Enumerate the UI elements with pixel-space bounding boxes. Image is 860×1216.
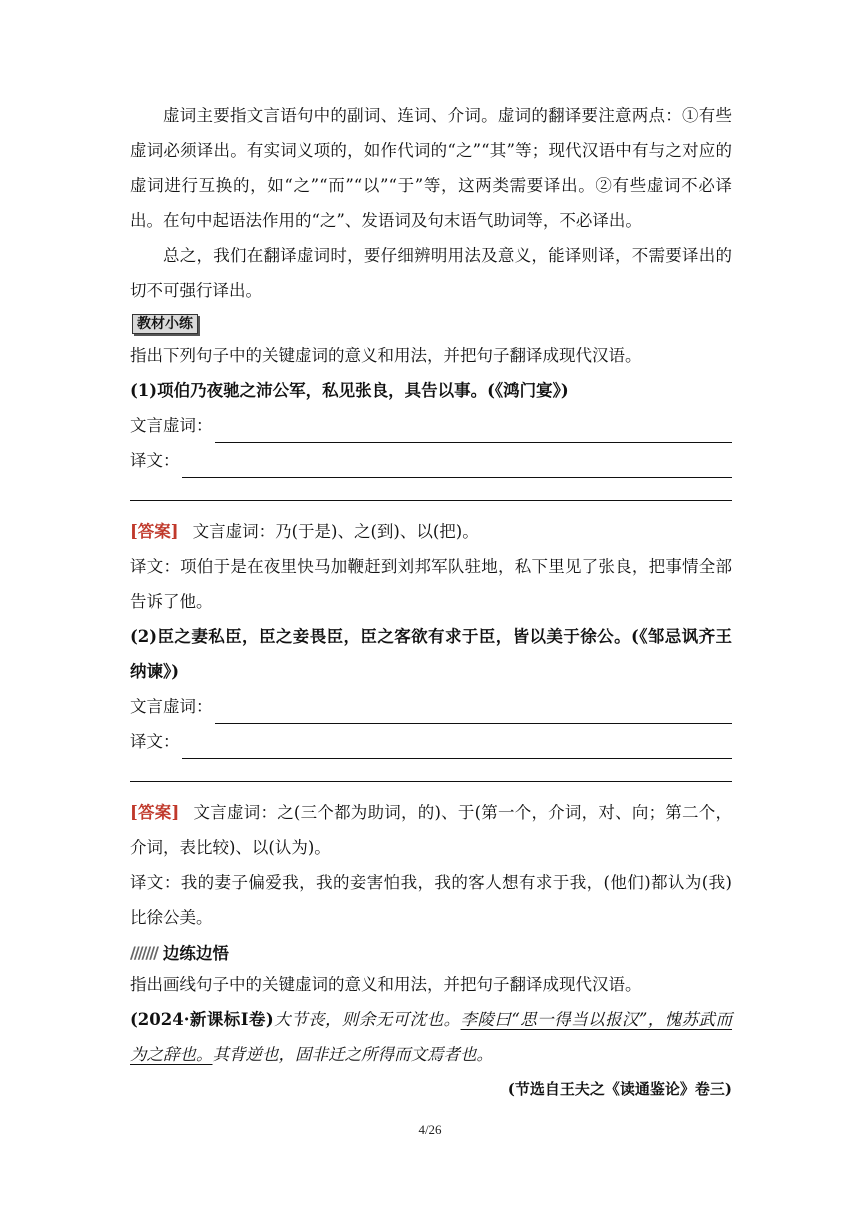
textbook-practice-instruction: 指出下列句子中的关键虚词的意义和用法，并把句子翻译成现代汉语。 <box>130 346 642 365</box>
yiwen-blank-line[interactable] <box>182 455 733 478</box>
answer-1-yiwen: 译文：项伯于是在夜里快马加鞭赶到刘邦军队驻地，私下里见了张良，把事情全部告诉了他。 <box>130 557 732 611</box>
yiwen-blank-line[interactable] <box>182 736 733 759</box>
slash-decoration: /////// <box>130 942 157 962</box>
passage-text: 其背逆也，固非迁之所得而文焉者也。 <box>212 1045 493 1064</box>
answer-xuci-text: 文言虚词：乃(于是)、之(到)、以(把)。 <box>192 522 479 541</box>
yiwen-blank-row-2 <box>130 724 732 759</box>
underlined-sentence: 李陵曰“思一得当以报汉”，愧苏武而为之辞也。 <box>130 1010 733 1064</box>
exam-source-tag: (2024·新课标Ⅰ卷) <box>130 1010 274 1029</box>
intro-paragraph-2: 总之，我们在翻译虚词时，要仔细辨明用法及意义，能译则译，不需要译出的切不可强行译出。 <box>130 246 732 300</box>
yiwen-label: 译文： <box>130 451 180 470</box>
xuci-blank-line[interactable] <box>215 420 733 443</box>
answer-label: [答案] <box>130 522 179 541</box>
xuci-label: 文言虚词： <box>130 697 213 716</box>
textbook-practice-tag: 教材小练 <box>132 314 198 334</box>
yiwen-blank-line-extra[interactable] <box>130 478 732 501</box>
answer-label: [答案] <box>130 803 180 822</box>
document-body <box>130 98 732 1107</box>
passage-text: 大节丧，则余无可沈也。 <box>273 1010 461 1029</box>
answer-1-xuci <box>130 514 732 549</box>
answer-2-yiwen: 译文：我的妻子偏爱我，我的妾害怕我，我的客人想有求于我，(他们)都认为(我)比徐公美。 <box>130 873 732 927</box>
practice-instruction: 指出画线句子中的关键虚词的意义和用法，并把句子翻译成现代汉语。 <box>130 975 642 994</box>
yiwen-blank-row-1 <box>130 443 732 478</box>
page-number: 4/26 <box>418 1122 442 1137</box>
yiwen-label: 译文： <box>130 732 180 751</box>
xuci-label: 文言虚词： <box>130 416 213 435</box>
yiwen-blank-line-extra[interactable] <box>130 759 732 782</box>
question-1: (1)项伯乃夜驰之沛公军，私见张良，具告以事。(《鸿门宴》) <box>130 381 569 400</box>
passage-citation: (节选自王夫之《读通鉴论》卷三) <box>507 1080 732 1098</box>
xuci-blank-line[interactable] <box>215 701 733 724</box>
practice-section-heading <box>130 937 732 967</box>
answer-2-xuci <box>130 795 732 865</box>
question-2: (2)臣之妻私臣，臣之妾畏臣，臣之客欲有求于臣，皆以美于徐公。(《邹忌讽齐王纳谏》) <box>130 627 732 681</box>
intro-paragraph-1: 虚词主要指文言语句中的副词、连词、介词。虚词的翻译要注意两点：①有些虚词必须译出。有实词义项的，如作代词的“之”“其”等；现代汉语中有与之对应的虚词进行互换的，如“之”“而”“以”“于”等，这两类需要译出。②有些虚词不必译出。在句中起语法作用的“之”、发语词及句末语气助词等，不必译出。 <box>130 106 732 230</box>
xuci-blank-row-1 <box>130 408 732 443</box>
xuci-blank-row-2 <box>130 689 732 724</box>
practice-section-title: 边练边悟 <box>162 944 229 963</box>
answer-xuci-text: 文言虚词：之(三个都为助词，的)、于(第一个，介词，对、向；第二个，介词，表比较)、以(认为)。 <box>130 803 732 857</box>
practice-passage <box>130 1002 732 1072</box>
